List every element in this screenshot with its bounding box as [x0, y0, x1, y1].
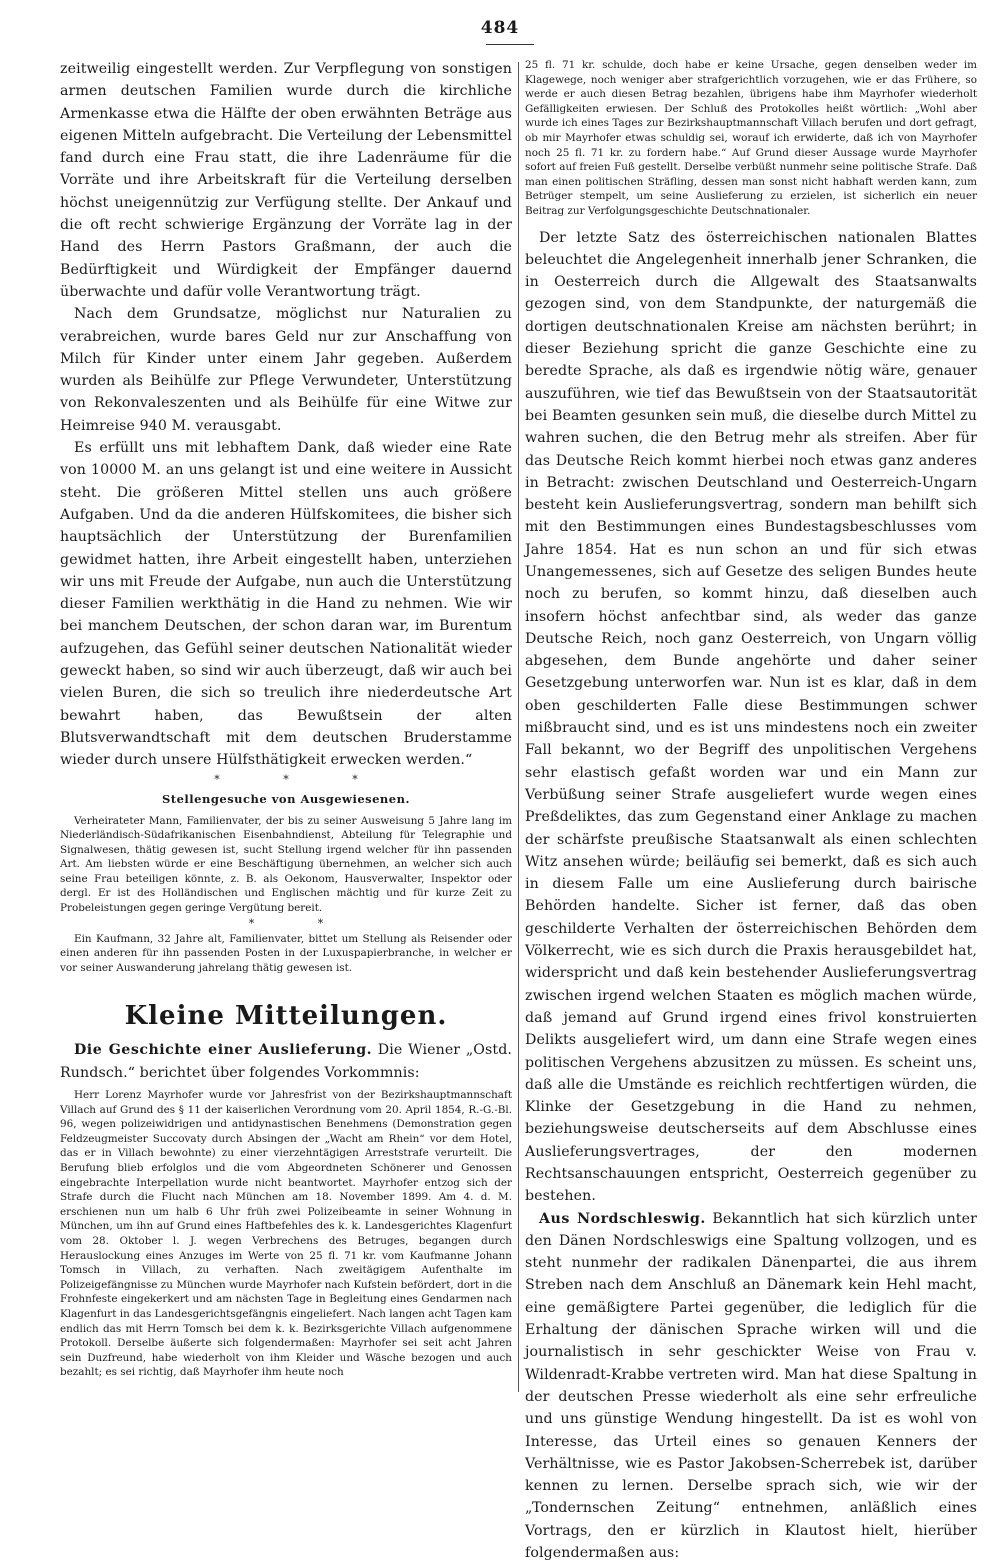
paragraph-cash-expenses: Nach dem Grundsatze, möglichst nur Naturalien zu verabreichen, wurde bares Geld nur zur Anschaffung von Milch für Kinder unter einem Jahr gegeben. Außerdem wurden als Beihülfe zur Pflege Verwundeter, Unterstützung von Rekonvaleszenten und als Beihülfe für eine Witwe zur Heimreise 940 M. verausgabt.	[60, 306, 512, 434]
north-schleswig-text: Bekanntlich hat sich kürzlich unter den Dänen Nordschleswigs eine Spaltung vollzogen, und es steht nunmehr der radikalen Dänenpartei, die aus ihrem Streben nach dem Anschluß an Dänemark kein Hehl macht, eine gemäßigtere Partei gegenüber, die lediglich für die Erhaltung der dänischen Sprache wirken will und die journalistisch in sehr geschickter Weise von Frau v. Wildenradt-Krabbe vertreten wird. Man hat diese Spaltung in der deutschen Presse wiederholt als eine sehr erfreuliche und uns günstige Wendung hingestellt. Da ist es wohl von Interesse, das Urteil eines so genauen Kenners der Verhältnisse, wie es Pastor Jakobsen-Scherrebek ist, darüber kennen zu lernen. Derselbe sprach sich, wie wir der „Tondernschen Zeitung“ entnehmen, anläßlich eines Vortrags, den er kürzlich in Klautost hielt, hierüber folgendermaßen aus:	[525, 1210, 977, 1562]
page-number: 484	[480, 18, 520, 38]
left-column	[60, 58, 512, 1398]
extradition-intro-text: Die Wiener „Ostd. Rundsch.“ berichtet über folgendes Vorkommnis:	[60, 1042, 512, 1081]
extradition-report: Herr Lorenz Mayrhofer wurde vor Jahresfrist von der Bezirkshauptmannschaft Villach auf Grund des § 11 der kaiserlichen Verordnung vom 20. April 1854, R.-G.-Bl. 96, wegen polizeiwidrigen und antidynastischen Benehmens (Demonstration gegen Feldzeugmeister Succovaty durch Absingen der „Wacht am Rhein“ vor dem Hotel, das er in Villach bewohnte) zu einer vierzehntägigen Arreststrafe verurteilt. Die Berufung blieb erfolglos und die vom Abgeordneten Schönerer und Genossen eingebrachte Interpellation wurde nicht beantwortet. Mayrhofer entzog sich der Strafe durch die Flucht nach München am 18. November 1899. Am 4. d. M. erschienen nun um halb 6 Uhr früh zwei Polizeibeamte in seiner Wohnung in München, um ihn auf Grund eines Haftbefehles des k. k. Landesgerichtes Klagenfurt vom 28. Oktober l. J. wegen Verbrechens des Betruges, begangen durch Herauslockung eines Anzuges im Werte von 25 fl. 71 kr. vom Kaufmanne Johann Tomsch in Villach, zu verhaften. Nach zweitägigem Aufenthalte im Polizeigefängnisse zu München wurde Mayrhofer nach Kufstein befördert, dort in die Frohnfeste eingekerkert und am nächsten Tage in Begleitung eines Gendarmen nach Klagenfurt in das Landesgerichtsgefängnis eingeliefert. Nach langen acht Tagen kam endlich das mit Herrn Tomsch bei dem k. k. Bezirksgerichte Villach aufgenommene Protokoll. Derselbe äußerte sich folgendermaßen: Mayrhofer sei seit acht Jahren sein Duzfreund, habe wiederholt von ihm Kleider und Wäsche bezogen und auch bezahlt; es sei richtig, daß Mayrhofer ihm heute noch	[60, 1089, 512, 1379]
extradition-intro	[60, 1039, 512, 1084]
right-column	[525, 58, 977, 1562]
north-schleswig-title: Aus Nordschleswig.	[539, 1210, 706, 1227]
header-rule	[486, 44, 534, 45]
section-heading: Kleine Mitteilungen.	[124, 1001, 448, 1032]
extradition-report-continued: 25 fl. 71 kr. schulde, doch habe er keine Ursache, gegen denselben weder im Klagewege, noch weniger aber strafgerichtlich vorzugehen, wie er das Frühere, so werde er auch diesen Betrag bezahlen, übrigens habe ihm Mayrhofer wiederholt Gefälligkeiten erwiesen. Der Schluß des Protokolles heißt wörtlich: „Wohl aber wurde ich eines Tages zur Bezirkshauptmannschaft Villach berufen und dort gefragt, ob mir Mayrhofer etwas schuldig sei, worauf ich erwiderte, daß ich von Mayrhofer noch 25 fl. 71 kr. zu fordern habe.“ Auf Grund dieser Aussage wurde Mayrhofer sofort auf freien Fuß gestellt. Derselbe verbüßt nunmehr seine politische Strafe. Daß man einen politischen Sträfling, dessen man sonst nicht habhaft werden kann, zum Betrüger stempelt, um seine Auslieferung zu erzielen, ist sicherlich ein neuer Beitrag zur Verfolgungsgeschichte Deutschnationaler.	[525, 59, 977, 217]
job-request-1: Verheirateter Mann, Familienvater, der bis zu seiner Ausweisung 5 Jahre lang im Niederländisch-Südafrikanischen Eisenbahndienst, Abteilung für Telegraphie und Signalwesen, thätig gewesen ist, sucht Stellung irgend welcher für ihn passenden Art. Am liebsten würde er eine Beschäftigung übernehmen, an welcher sich auch seine Frau beteiligen könnte, z. B. als Oekonom, Hausverwalter, Inspektor oder dergl. Er ist des Holländischen und Englischen mächtig und für kurze Zeit zu Probeleistungen gegen geringe Vergütung bereit.	[60, 814, 512, 915]
paragraph-thanks: Es erfüllt uns mit lebhaftem Dank, daß wieder eine Rate von 10000 M. an uns gelangt ist und eine weitere in Aussicht steht. Die größeren Mittel stellen uns auch größere Aufgaben. Und da die anderen Hülfskomitees, die bisher sich hauptsächlich der Unterstützung der Burenfamilien gewidmet hatten, ihre Arbeit eingestellt haben, unterziehen wir uns mit Freude der Aufgabe, nun auch die Unterstützung dieser Familien werkthätig in die Hand zu nehmen. Wie wir bei manchem Deutschen, der schon daran war, im Burentum aufzugehen, das Gefühl seiner deutschen Nationalität wieder geweckt haben, so sind wir auch überzeugt, daß wir auch bei vielen Buren, die sich so treulich ihre niederdeutsche Art bewahrt haben, das Bewußtsein der alten Blutsverwandtschaft mit dem deutschen Bruderstamme wieder durch unsere Hülfsthätigkeit erwecken werden.“	[60, 440, 512, 769]
column-divider	[518, 62, 519, 1392]
job-requests-heading: Stellengesuche von Ausgewiesenen.	[162, 791, 410, 806]
job-request-2: Ein Kaufmann, 32 Jahre alt, Familienvater, bittet um Stellung als Reisender oder einen anderen für ihn passenden Posten in der Luxuspapierbranche, in welcher er vor seiner Auswanderung jahrelang thätig gewesen ist.	[60, 932, 512, 974]
extradition-title: Die Geschichte einer Auslieferung.	[74, 1042, 373, 1059]
paragraph-commentary: Der letzte Satz des österreichischen nationalen Blattes beleuchtet die Angelegenheit innerhalb jener Schranken, die in Oesterreich durch die Allgewalt des Staatsanwalts gezogen sind, von dem Standpunkte, der naturgemäß die dortigen deutschnationalen Kreise am nächsten berührt; in dieser Beziehung spricht die ganze Geschichte eine zu beredte Sprache, als daß es irgendwie nötig wäre, genauer auszuführen, wie tief das Bewußtsein von der Staatsautorität bei Beamten gesunken sein muß, die dieselbe durch Mittel zu wahren suchen, die den Betrug mehr als streifen. Aber für das Deutsche Reich kommt hierbei noch etwas ganz anderes in Betracht: zwischen Deutschland und Oesterreich-Ungarn besteht kein Auslieferungsvertrag, sondern man behilft sich mit den Bestimmungen eines Bundestagsbeschlusses vom Jahre 1854. Hat es nun schon an und für sich etwas Unangemessenes, sich auf Gesetze des seligen Bundes heute noch zu berufen, so kommt hinzu, daß dieselben auch insofern höchst anfechtbar sind, als weder das ganze Deutsche Reich, noch ganz Oesterreich, von Ungarn völlig abgesehen, dem Bunde angehörte und daher seiner Gesetzgebung unterworfen war. Nun ist es klar, daß in dem oben geschilderten Falle diese Bestimmungen schwer mißbraucht sind, und es ist uns mindestens noch ein zweiter Fall bekannt, wo der Begriff des unpolitischen Vergehens sehr elastisch gefaßt worden war und ein Mann zur Verbüßung seiner Strafe ausgeliefert wurde wegen eines Preßdeliktes, das zum Gegenstand einer Anklage zu machen der schärfste preußische Staatsanwalt als einen schlechten Witz ansehen würde; beiläufig sei bemerkt, daß es sich auch in diesem Falle um eine Auslieferung durch bairische Behörden handelte. Sicher ist ferner, daß das oben geschilderte Verhalten der österreichischen Behörden dem Völkerrecht, wie es sich durch die Praxis herausgebildet hat, widerspricht und daß kein bestehender Auslieferungsvertrag zwischen irgend welchen Staaten es möglich machen würde, daß jemand auf Grund irgend eines frivol konstruierten Delikts ausgeliefert wird, um dann eine Strafe wegen eines politischen Vergehens abzusitzen zu müssen. Es scheint uns, daß alle die Umstände es reichlich rechtfertigen würden, die Klinke der Gesetzgebung in die Hand zu nehmen, beziehungsweise deutscherseits auf dem Abschlusse eines Auslieferungsvertrages, der den modernen Rechtsanschauungen entspricht, Oesterreich gegenüber zu bestehen.	[525, 229, 977, 1205]
separator-stars: * * *	[214, 772, 388, 786]
separator-stars-2: * *	[248, 916, 354, 930]
paragraph-relief-distribution: zeitweilig eingestellt werden. Zur Verpflegung von sonstigen armen deutschen Familien wurde durch die kirchliche Armenkasse etwa die Hälfte der oben erwähnten Beträge aus eigenen Mitteln aufgebracht. Die Verteilung der Lebensmittel fand durch eine Frau statt, die ihre Ladenräume für die Vorräte und ihre Arbeitskraft für die Verteilung derselben höchst uneigennützig zur Verfügung stellte. Der Ankauf und die oft recht schwierige Ergänzung der Vorräte lag in der Hand des Herrn Pastors Graßmann, der auch die Bedürftigkeit und Würdigkeit der Empfänger dauernd überwachte und dafür volle Verantwortung trägt.	[60, 61, 512, 300]
north-schleswig-article	[525, 1208, 977, 1564]
